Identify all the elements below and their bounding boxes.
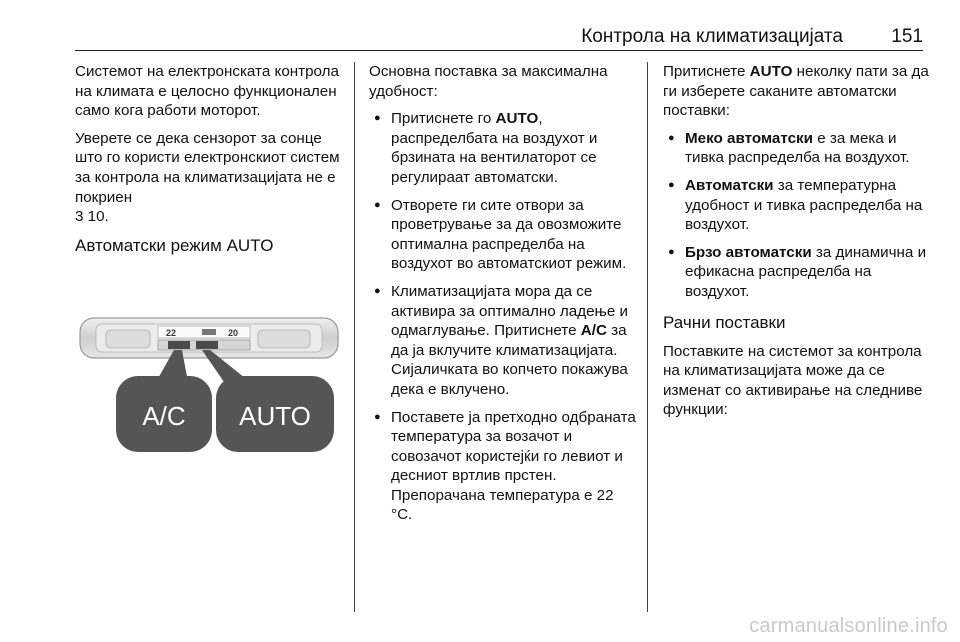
list-item: ● Отворете ги сите отвори за проветрување за да овозможите оптимална распределба на воздухот во автоматскиот режим. <box>369 196 637 274</box>
display-temp-right: 20 <box>228 328 239 338</box>
paragraph-engine-note: Системот на електронската контрола на климата е целосно функционален само кога работи моторот. <box>75 63 339 120</box>
climate-panel-illustration <box>78 312 340 454</box>
section-heading-manual: Рачни поставки <box>663 312 786 332</box>
page-number: 151 <box>891 26 923 47</box>
callout-ac-label: A/C <box>142 401 186 431</box>
fan-icon <box>202 329 216 335</box>
header-divider <box>75 50 923 51</box>
watermark: carmanualsonline.info <box>749 615 948 637</box>
section-heading-auto-mode: Автоматски режим AUTO <box>75 235 274 255</box>
list-item: ● Климатизацијата мора да се активира за оптимално ладење и одмаглување. Притиснете A/C за да ја вклучите климатизацијата. Сијаличката во копчето покажува дека е вклучено. <box>369 282 637 400</box>
column-2 <box>369 62 637 533</box>
column-divider-2 <box>647 62 648 612</box>
page-title: Контрола на климатизацијата <box>581 26 843 47</box>
column-3 <box>663 62 931 428</box>
column-divider-1 <box>354 62 355 612</box>
sun-sensor-text: Уверете се дека сензорот за сонце што го користи електронскиот систем за контрола на климатизацијата не е покриен <box>75 129 340 206</box>
ac-key-label: A/C <box>580 322 607 340</box>
basic-setting-list <box>369 109 637 525</box>
auto-key-label: AUTO <box>495 110 539 128</box>
paragraph-manual-settings: Поставките на системот за контрола на климатизацијата може да се изменат со активирање на следниве функции: <box>663 342 923 419</box>
ac-button <box>168 341 190 349</box>
auto-preset-list <box>663 129 931 302</box>
list-item: ● Поставете ја претходно одбраната температура за возачот и совозачот користејќи го левиот и десниот вртлив прстен. Препорачана температура е 22 °C. <box>369 408 637 526</box>
list-item: ● Брзо автоматски за динамична и ефикасна распределба на воздухот. <box>663 243 931 302</box>
paragraph-auto-presets: Притиснете AUTO неколку пати за да ги изберете саканите автоматски поставки: <box>663 63 929 120</box>
right-dial <box>258 330 310 348</box>
list-item: ● Автоматски за температурна удобност и тивка распределба на воздухот. <box>663 176 931 235</box>
page-reference-link[interactable]: 3 10. <box>75 208 109 226</box>
list-item: ● Притиснете го AUTO, распределбата на воздухот и брзината на вентилаторот се регулираат автоматски. <box>369 109 637 187</box>
display-temp-left: 22 <box>166 328 177 338</box>
auto-key-label: AUTO <box>749 63 793 80</box>
paragraph-sun-sensor <box>75 129 343 227</box>
callout-auto-label: AUTO <box>239 401 311 431</box>
page-header <box>75 22 923 52</box>
paragraph-basic-setting: Основна поставка за максимална удобност: <box>369 63 608 100</box>
left-dial <box>106 330 150 348</box>
column-1 <box>75 62 343 265</box>
auto-button <box>196 341 218 349</box>
list-item: ● Меко автоматски е за мека и тивка распределба на воздухот. <box>663 129 931 168</box>
climate-panel-figure <box>78 312 340 454</box>
